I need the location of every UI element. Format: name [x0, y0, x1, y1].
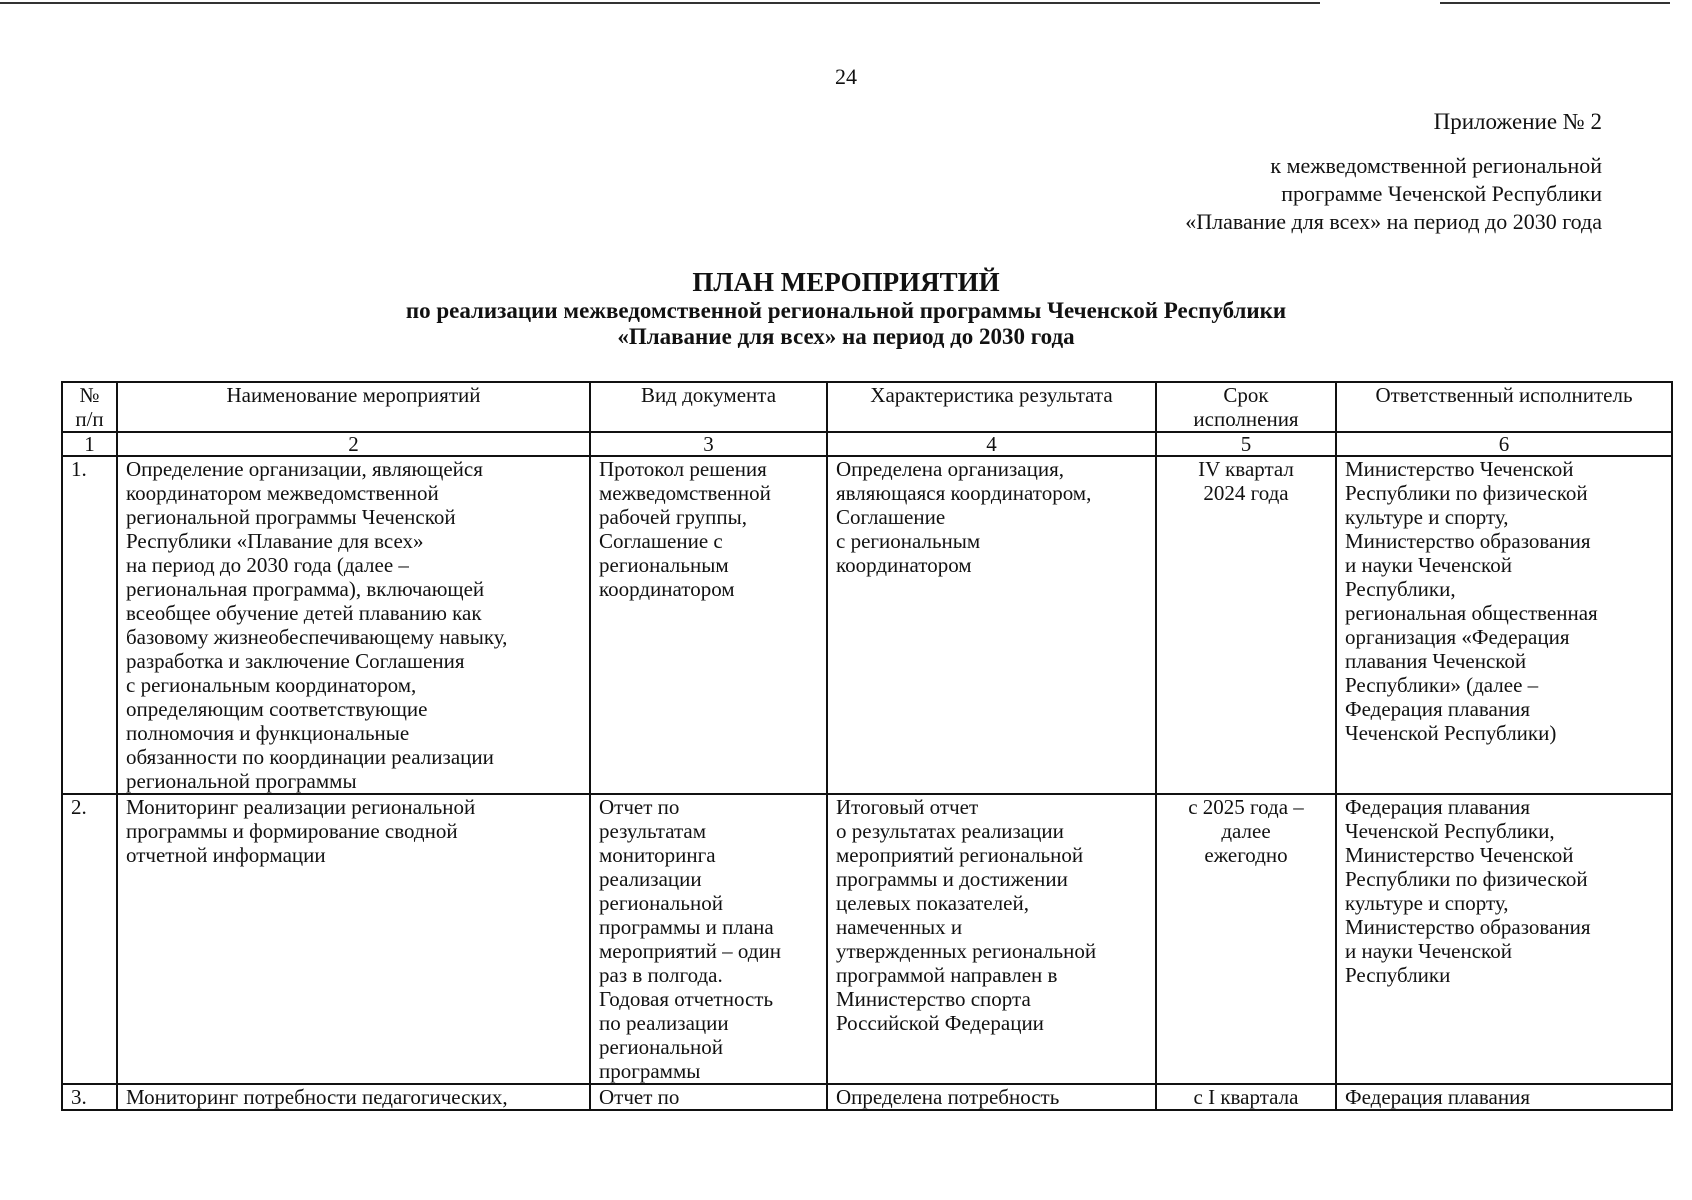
header-doc: Вид документа	[590, 382, 827, 432]
title-line: «Плавание для всех» на период до 2030 года	[617, 324, 1075, 349]
row-num: 1.	[62, 456, 117, 794]
title-line: ПЛАН МЕРОПРИЯТИЙ	[692, 267, 1000, 297]
scan-artifact-line	[1440, 2, 1670, 4]
table-row	[62, 794, 1672, 1084]
row-term: с I квартала	[1156, 1084, 1336, 1110]
appendix-line: программе Чеченской Республики	[1281, 181, 1602, 206]
column-number: 2	[117, 432, 590, 456]
column-number: 5	[1156, 432, 1336, 456]
column-number: 6	[1336, 432, 1672, 456]
row-result: Определена организация, являющаяся координатором, Соглашение с региональным координатором	[827, 456, 1156, 794]
appendix-line: к межведомственной региональной	[1270, 153, 1602, 178]
row-doc: Отчет по	[590, 1084, 827, 1110]
header-num: № п/п	[62, 382, 117, 432]
row-num: 3.	[62, 1084, 117, 1110]
header-resp: Ответственный исполнитель	[1336, 382, 1672, 432]
column-number: 3	[590, 432, 827, 456]
row-term: IV квартал 2024 года	[1156, 456, 1336, 794]
row-result: Итоговый отчет о результатах реализации мероприятий региональной программы и достижении целевых показателей, намеченных и утвержденных региональной программой направлен в Министерство спорта Российской Федерации	[827, 794, 1156, 1084]
header-name: Наименование мероприятий	[117, 382, 590, 432]
row-resp: Федерация плавания Чеченской Республики, Министерство Чеченской Республики по физической культуре и спорту, Министерство образования и науки Чеченской Республики	[1336, 794, 1672, 1084]
row-doc: Отчет по результатам мониторинга реализации региональной программы и плана мероприятий – один раз в полгода. Годовая отчетность по реализации региональной программы	[590, 794, 827, 1084]
row-name: Мониторинг потребности педагогических,	[117, 1084, 590, 1110]
column-number-row	[62, 432, 1672, 456]
table-row	[62, 1084, 1672, 1110]
scan-artifact-line	[0, 2, 1320, 4]
column-number: 4	[827, 432, 1156, 456]
table-header-row	[62, 382, 1672, 432]
table-row	[62, 456, 1672, 794]
header-term: Срок исполнения	[1156, 382, 1336, 432]
plan-table	[61, 381, 1673, 1111]
appendix-heading: Приложение № 2	[1433, 109, 1602, 134]
row-result: Определена потребность	[827, 1084, 1156, 1110]
row-doc: Протокол решения межведомственной рабочей группы, Соглашение с региональным координатором	[590, 456, 827, 794]
row-name: Мониторинг реализации региональной программы и формирование сводной отчетной информации	[117, 794, 590, 1084]
header-result: Характеристика результата	[827, 382, 1156, 432]
row-resp: Федерация плавания	[1336, 1084, 1672, 1110]
document-title	[0, 266, 1692, 350]
row-num: 2.	[62, 794, 117, 1084]
appendix-line: «Плавание для всех» на период до 2030 года	[1185, 209, 1602, 234]
column-number: 1	[62, 432, 117, 456]
page-number: 24	[835, 64, 857, 89]
row-resp: Министерство Чеченской Республики по физической культуре и спорту, Министерство образования и науки Чеченской Республики, региональная общественная организация «Федерация плавания Чеченской Республики» (далее – Федерация плавания Чеченской Республики)	[1336, 456, 1672, 794]
title-line: по реализации межведомственной региональной программы Чеченской Республики	[405, 298, 1287, 323]
row-name: Определение организации, являющейся координатором межведомственной региональной программы Чеченской Республики «Плавание для всех» на период до 2030 года (далее – региональная программа), включающей всеобщее обучение детей плаванию как базовому жизнеобеспечивающему навыку, разработка и заключение Соглашения с региональным координатором, определяющим соответствующие полномочия и функциональные обязанности по координации реализации региональной программы	[117, 456, 590, 794]
row-term: с 2025 года – далее ежегодно	[1156, 794, 1336, 1084]
appendix-note	[902, 108, 1602, 236]
